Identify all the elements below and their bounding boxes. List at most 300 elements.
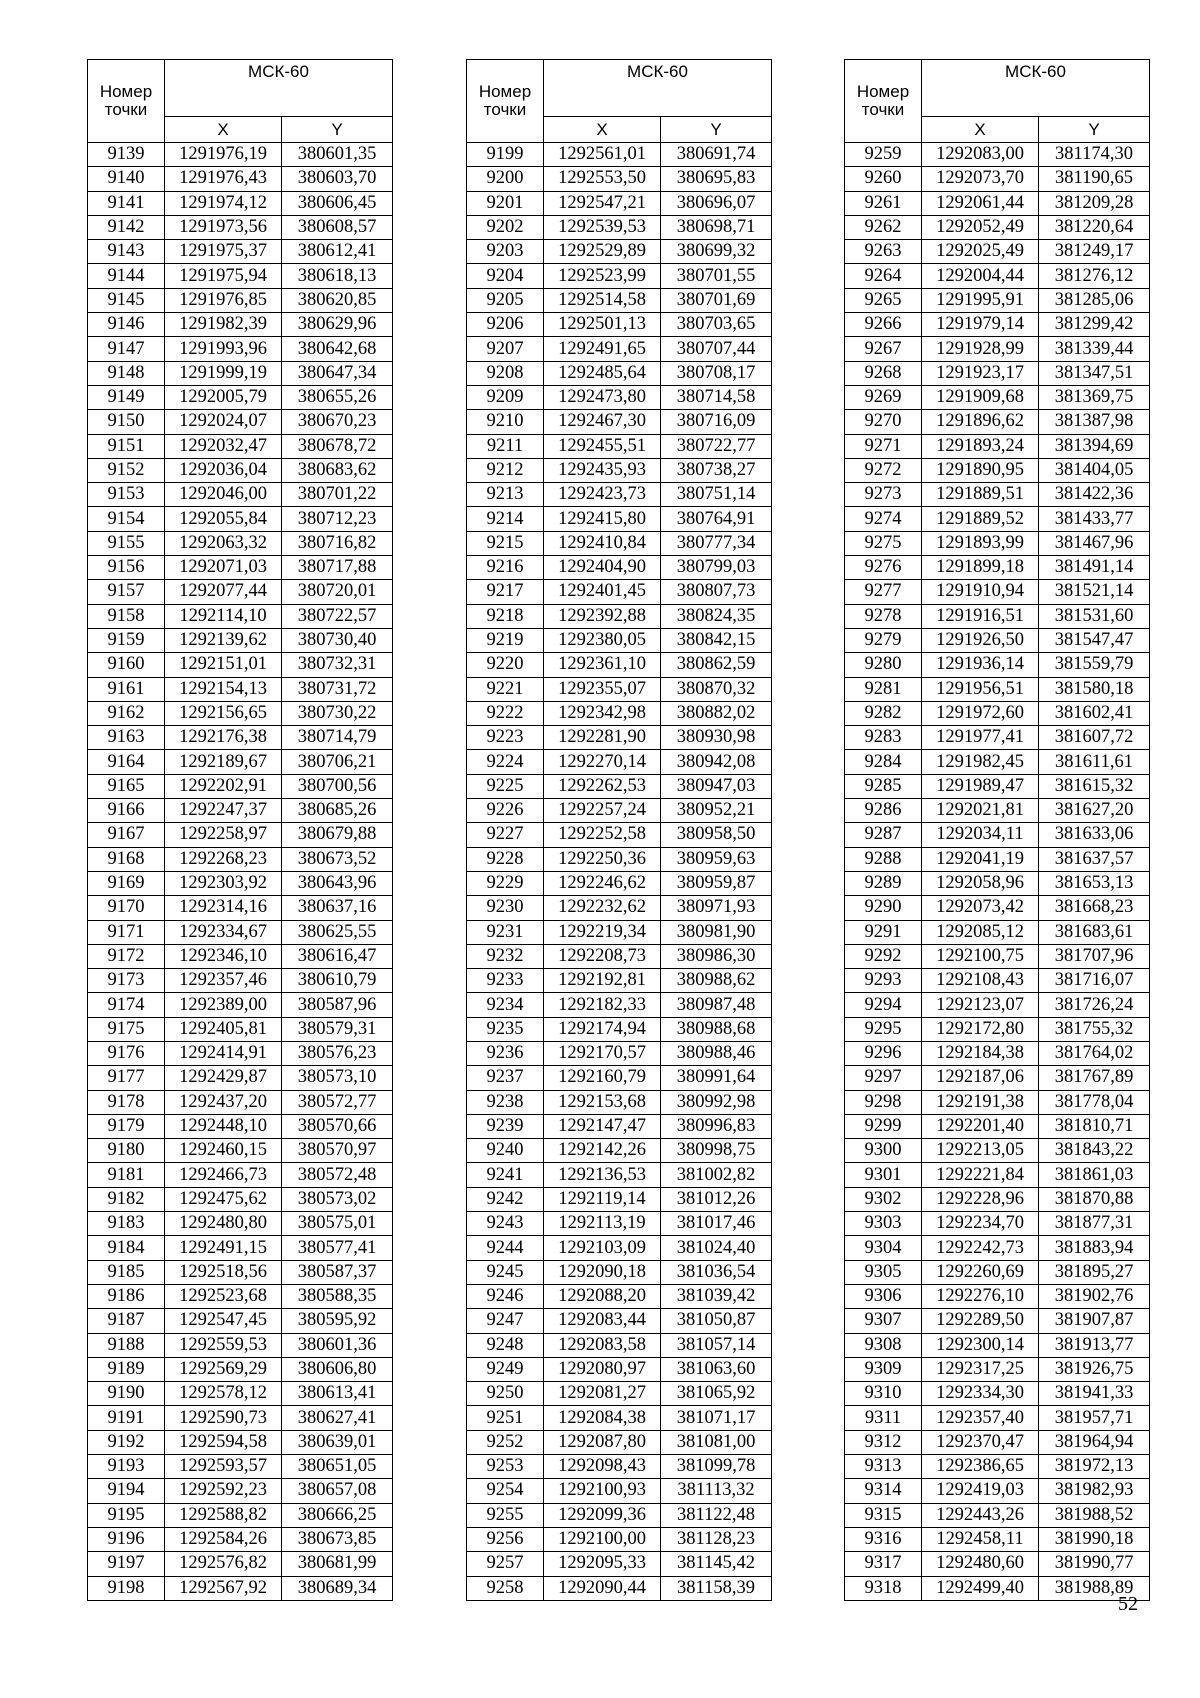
point-number-cell: 9162: [88, 701, 165, 725]
y-coordinate-cell: 381990,77: [1039, 1552, 1150, 1576]
point-number-cell: 9158: [88, 604, 165, 628]
table-row: [88, 361, 393, 385]
point-number-cell: 9166: [88, 799, 165, 823]
point-number-cell: 9182: [88, 1187, 165, 1211]
x-coordinate-cell: 1291982,45: [922, 750, 1039, 774]
y-coordinate-cell: 380666,25: [282, 1503, 393, 1527]
table-row: [88, 1357, 393, 1381]
point-number-cell: 9215: [467, 531, 544, 555]
table-row: [88, 313, 393, 337]
x-coordinate-cell: 1292594,58: [165, 1430, 282, 1454]
x-coordinate-cell: 1292073,42: [922, 896, 1039, 920]
y-coordinate-cell: 380572,48: [282, 1163, 393, 1187]
y-coordinate-cell: 381683,61: [1039, 920, 1150, 944]
x-coordinate-cell: 1292156,65: [165, 701, 282, 725]
x-coordinate-cell: 1292103,09: [544, 1236, 661, 1260]
point-number-cell: 9172: [88, 944, 165, 968]
table-row: [467, 896, 772, 920]
y-coordinate-cell: 380613,41: [282, 1382, 393, 1406]
point-number-cell: 9315: [845, 1503, 922, 1527]
y-coordinate-cell: 381369,75: [1039, 385, 1150, 409]
x-coordinate-cell: 1292100,93: [544, 1479, 661, 1503]
y-coordinate-cell: 380608,57: [282, 215, 393, 239]
point-number-cell: 9259: [845, 143, 922, 167]
table-row: [845, 969, 1150, 993]
table-row: [845, 361, 1150, 385]
point-number-cell: 9147: [88, 337, 165, 361]
table-row: [845, 288, 1150, 312]
y-coordinate-cell: 380714,58: [661, 385, 772, 409]
point-number-cell: 9257: [467, 1552, 544, 1576]
point-number-cell: 9140: [88, 167, 165, 191]
table-row: [88, 264, 393, 288]
table-row: [88, 1236, 393, 1260]
table-row: [467, 1212, 772, 1236]
x-column-header: X: [922, 117, 1039, 143]
point-number-cell: 9192: [88, 1430, 165, 1454]
point-number-cell: 9161: [88, 677, 165, 701]
y-coordinate-cell: 380991,64: [661, 1066, 772, 1090]
point-number-cell: 9154: [88, 507, 165, 531]
y-coordinate-cell: 381081,00: [661, 1430, 772, 1454]
point-number-cell: 9201: [467, 191, 544, 215]
table-row: [88, 1041, 393, 1065]
x-coordinate-cell: 1292080,97: [544, 1357, 661, 1381]
point-number-cell: 9271: [845, 434, 922, 458]
x-coordinate-cell: 1292559,53: [165, 1333, 282, 1357]
x-coordinate-cell: 1292392,88: [544, 604, 661, 628]
point-number-cell: 9287: [845, 823, 922, 847]
y-coordinate-cell: 380575,01: [282, 1212, 393, 1236]
y-coordinate-cell: 380679,88: [282, 823, 393, 847]
table-row: [845, 1090, 1150, 1114]
point-number-cell: 9275: [845, 531, 922, 555]
y-coordinate-cell: 380601,36: [282, 1333, 393, 1357]
point-number-cell: 9206: [467, 313, 544, 337]
point-number-cell: 9261: [845, 191, 922, 215]
table-row: [467, 1357, 772, 1381]
x-coordinate-cell: 1292523,99: [544, 264, 661, 288]
table-row: [88, 1017, 393, 1041]
y-coordinate-cell: 380942,08: [661, 750, 772, 774]
y-coordinate-cell: 381394,69: [1039, 434, 1150, 458]
y-coordinate-cell: 380751,14: [661, 483, 772, 507]
point-number-cell: 9248: [467, 1333, 544, 1357]
y-coordinate-cell: 381017,46: [661, 1212, 772, 1236]
x-coordinate-cell: 1292334,67: [165, 920, 282, 944]
table-row: [88, 556, 393, 580]
y-coordinate-cell: 380996,83: [661, 1114, 772, 1138]
point-number-cell: 9293: [845, 969, 922, 993]
point-number-cell: 9210: [467, 410, 544, 434]
point-number-cell: 9183: [88, 1212, 165, 1236]
point-number-cell: 9274: [845, 507, 922, 531]
y-coordinate-cell: 381778,04: [1039, 1090, 1150, 1114]
table-row: [467, 1090, 772, 1114]
y-coordinate-cell: 381467,96: [1039, 531, 1150, 555]
y-coordinate-cell: 380678,72: [282, 434, 393, 458]
table-row: [467, 313, 772, 337]
y-coordinate-cell: 381990,18: [1039, 1527, 1150, 1551]
table-row: [88, 628, 393, 652]
x-coordinate-cell: 1292025,49: [922, 240, 1039, 264]
y-coordinate-cell: 380712,23: [282, 507, 393, 531]
y-coordinate-cell: 381941,33: [1039, 1382, 1150, 1406]
y-column-header: Y: [1039, 117, 1150, 143]
table-row: [845, 385, 1150, 409]
table-row: [467, 1527, 772, 1551]
x-coordinate-cell: 1292257,24: [544, 799, 661, 823]
point-number-cell: 9247: [467, 1309, 544, 1333]
y-coordinate-cell: 380720,01: [282, 580, 393, 604]
point-number-cell: 9262: [845, 215, 922, 239]
point-number-cell: 9317: [845, 1552, 922, 1576]
y-coordinate-cell: 381299,42: [1039, 313, 1150, 337]
x-coordinate-cell: 1292024,07: [165, 410, 282, 434]
table-row: [845, 264, 1150, 288]
table-row: [467, 580, 772, 604]
y-coordinate-cell: 380610,79: [282, 969, 393, 993]
y-coordinate-cell: 381755,32: [1039, 1017, 1150, 1041]
x-coordinate-cell: 1292088,20: [544, 1284, 661, 1308]
x-coordinate-cell: 1291989,47: [922, 774, 1039, 798]
table-row: [467, 1382, 772, 1406]
y-coordinate-cell: 381249,17: [1039, 240, 1150, 264]
y-coordinate-cell: 380988,62: [661, 969, 772, 993]
table-row: [88, 1139, 393, 1163]
point-number-cell: 9224: [467, 750, 544, 774]
point-number-cell: 9174: [88, 993, 165, 1017]
table-row: [88, 507, 393, 531]
table-row: [88, 1187, 393, 1211]
table-row: [88, 944, 393, 968]
point-number-cell: 9303: [845, 1212, 922, 1236]
y-coordinate-cell: 381726,24: [1039, 993, 1150, 1017]
y-coordinate-cell: 381653,13: [1039, 871, 1150, 895]
point-number-cell: 9273: [845, 483, 922, 507]
x-coordinate-cell: 1292361,10: [544, 653, 661, 677]
point-number-cell: 9298: [845, 1090, 922, 1114]
x-coordinate-cell: 1291973,56: [165, 215, 282, 239]
point-number-cell: 9299: [845, 1114, 922, 1138]
x-coordinate-cell: 1291928,99: [922, 337, 1039, 361]
table-row: [845, 1017, 1150, 1041]
table-row: [467, 215, 772, 239]
x-coordinate-cell: 1291923,17: [922, 361, 1039, 385]
y-coordinate-cell: 380824,35: [661, 604, 772, 628]
coordinate-system-header: МСК-60: [544, 60, 772, 117]
table-row: [845, 1552, 1150, 1576]
x-coordinate-cell: 1292041,19: [922, 847, 1039, 871]
point-number-cell: 9218: [467, 604, 544, 628]
point-number-cell: 9170: [88, 896, 165, 920]
table-row: [845, 1163, 1150, 1187]
point-number-cell: 9278: [845, 604, 922, 628]
point-number-cell: 9301: [845, 1163, 922, 1187]
table-row: [467, 726, 772, 750]
y-coordinate-cell: 381347,51: [1039, 361, 1150, 385]
y-coordinate-cell: 380576,23: [282, 1041, 393, 1065]
y-coordinate-cell: 381024,40: [661, 1236, 772, 1260]
y-coordinate-cell: 381387,98: [1039, 410, 1150, 434]
y-coordinate-cell: 381907,87: [1039, 1309, 1150, 1333]
point-number-cell: 9256: [467, 1527, 544, 1551]
point-number-cell: 9149: [88, 385, 165, 409]
x-coordinate-cell: 1291993,96: [165, 337, 282, 361]
x-coordinate-cell: 1291910,94: [922, 580, 1039, 604]
table-row: [88, 191, 393, 215]
y-coordinate-cell: 381902,76: [1039, 1284, 1150, 1308]
table-row: [845, 1576, 1150, 1600]
x-coordinate-cell: 1292032,47: [165, 434, 282, 458]
y-coordinate-cell: 380588,35: [282, 1284, 393, 1308]
y-coordinate-cell: 380579,31: [282, 1017, 393, 1041]
table-row: [467, 1455, 772, 1479]
table-row: [467, 653, 772, 677]
point-number-cell: 9245: [467, 1260, 544, 1284]
y-coordinate-cell: 381174,30: [1039, 143, 1150, 167]
table-row: [88, 871, 393, 895]
table-row: [88, 1066, 393, 1090]
y-coordinate-cell: 381065,92: [661, 1382, 772, 1406]
point-number-cell: 9253: [467, 1455, 544, 1479]
table-row: [88, 701, 393, 725]
x-coordinate-cell: 1292410,84: [544, 531, 661, 555]
x-coordinate-cell: 1292270,14: [544, 750, 661, 774]
y-coordinate-cell: 380959,87: [661, 871, 772, 895]
x-coordinate-cell: 1292061,44: [922, 191, 1039, 215]
point-number-cell: 9269: [845, 385, 922, 409]
point-number-cell: 9250: [467, 1382, 544, 1406]
x-coordinate-cell: 1292458,11: [922, 1527, 1039, 1551]
table-row: [845, 944, 1150, 968]
x-coordinate-cell: 1292491,65: [544, 337, 661, 361]
x-coordinate-cell: 1292182,33: [544, 993, 661, 1017]
point-number-header: Номер точки: [467, 60, 544, 143]
y-coordinate-cell: 380673,85: [282, 1527, 393, 1551]
x-coordinate-cell: 1292234,70: [922, 1212, 1039, 1236]
point-number-cell: 9209: [467, 385, 544, 409]
x-coordinate-cell: 1292443,26: [922, 1503, 1039, 1527]
x-coordinate-cell: 1292081,27: [544, 1382, 661, 1406]
point-number-cell: 9290: [845, 896, 922, 920]
table-row: [467, 288, 772, 312]
y-coordinate-cell: 381895,27: [1039, 1260, 1150, 1284]
x-coordinate-cell: 1292578,12: [165, 1382, 282, 1406]
x-coordinate-cell: 1291889,51: [922, 483, 1039, 507]
table-row: [467, 1017, 772, 1041]
table-row: [845, 1333, 1150, 1357]
point-number-cell: 9181: [88, 1163, 165, 1187]
table-row: [88, 1406, 393, 1430]
point-number-cell: 9223: [467, 726, 544, 750]
y-coordinate-cell: 380717,88: [282, 556, 393, 580]
x-coordinate-cell: 1291972,60: [922, 701, 1039, 725]
x-coordinate-cell: 1292192,81: [544, 969, 661, 993]
table-row: [467, 434, 772, 458]
x-coordinate-cell: 1292090,44: [544, 1576, 661, 1600]
point-number-cell: 9188: [88, 1333, 165, 1357]
x-coordinate-cell: 1291975,37: [165, 240, 282, 264]
page-number: 52: [1118, 1593, 1138, 1615]
point-number-cell: 9272: [845, 458, 922, 482]
y-coordinate-cell: 380716,82: [282, 531, 393, 555]
x-coordinate-cell: 1292466,73: [165, 1163, 282, 1187]
y-coordinate-cell: 380716,09: [661, 410, 772, 434]
point-number-cell: 9266: [845, 313, 922, 337]
y-coordinate-cell: 381122,48: [661, 1503, 772, 1527]
point-number-cell: 9191: [88, 1406, 165, 1430]
y-coordinate-cell: 380764,91: [661, 507, 772, 531]
point-number-cell: 9189: [88, 1357, 165, 1381]
point-number-cell: 9285: [845, 774, 922, 798]
point-number-cell: 9233: [467, 969, 544, 993]
table-row: [88, 1576, 393, 1600]
y-coordinate-cell: 380651,05: [282, 1455, 393, 1479]
point-number-cell: 9276: [845, 556, 922, 580]
y-coordinate-cell: 380670,23: [282, 410, 393, 434]
x-coordinate-cell: 1292499,40: [922, 1576, 1039, 1600]
point-number-cell: 9150: [88, 410, 165, 434]
table-row: [88, 1552, 393, 1576]
x-coordinate-cell: 1292139,62: [165, 628, 282, 652]
point-number-cell: 9217: [467, 580, 544, 604]
y-coordinate-cell: 380699,32: [661, 240, 772, 264]
table-row: [467, 1479, 772, 1503]
y-coordinate-cell: 381580,18: [1039, 677, 1150, 701]
point-number-cell: 9211: [467, 434, 544, 458]
table-row: [88, 823, 393, 847]
point-number-cell: 9159: [88, 628, 165, 652]
y-coordinate-cell: 380722,57: [282, 604, 393, 628]
x-coordinate-cell: 1291926,50: [922, 628, 1039, 652]
table-row: [845, 167, 1150, 191]
y-coordinate-cell: 381099,78: [661, 1455, 772, 1479]
y-coordinate-cell: 381764,02: [1039, 1041, 1150, 1065]
x-coordinate-cell: 1291936,14: [922, 653, 1039, 677]
y-coordinate-cell: 381491,14: [1039, 556, 1150, 580]
y-coordinate-cell: 380683,62: [282, 458, 393, 482]
x-coordinate-cell: 1292219,34: [544, 920, 661, 944]
point-number-cell: 9312: [845, 1430, 922, 1454]
y-coordinate-cell: 381926,75: [1039, 1357, 1150, 1381]
y-coordinate-cell: 380732,31: [282, 653, 393, 677]
y-coordinate-cell: 381036,54: [661, 1260, 772, 1284]
point-number-cell: 9141: [88, 191, 165, 215]
y-coordinate-cell: 380700,56: [282, 774, 393, 798]
y-coordinate-cell: 380625,55: [282, 920, 393, 944]
point-number-cell: 9173: [88, 969, 165, 993]
point-number-cell: 9295: [845, 1017, 922, 1041]
y-coordinate-cell: 380570,97: [282, 1139, 393, 1163]
point-number-cell: 9302: [845, 1187, 922, 1211]
x-coordinate-cell: 1292063,32: [165, 531, 282, 555]
table-row: [88, 337, 393, 361]
table-row: [467, 993, 772, 1017]
x-coordinate-cell: 1292423,73: [544, 483, 661, 507]
point-number-cell: 9311: [845, 1406, 922, 1430]
point-number-cell: 9284: [845, 750, 922, 774]
y-coordinate-cell: 380870,32: [661, 677, 772, 701]
coordinate-system-header: МСК-60: [922, 60, 1150, 117]
table-row: [467, 701, 772, 725]
x-coordinate-cell: 1292480,80: [165, 1212, 282, 1236]
y-coordinate-cell: 380618,13: [282, 264, 393, 288]
x-coordinate-cell: 1292260,69: [922, 1260, 1039, 1284]
x-coordinate-cell: 1292314,16: [165, 896, 282, 920]
point-number-cell: 9193: [88, 1455, 165, 1479]
y-coordinate-cell: 381957,71: [1039, 1406, 1150, 1430]
y-coordinate-cell: 380616,47: [282, 944, 393, 968]
point-number-cell: 9306: [845, 1284, 922, 1308]
point-number-cell: 9139: [88, 143, 165, 167]
coordinate-table-2: [466, 59, 772, 1601]
x-coordinate-cell: 1292119,14: [544, 1187, 661, 1211]
y-coordinate-cell: 381050,87: [661, 1309, 772, 1333]
table-row: [88, 750, 393, 774]
y-coordinate-cell: 381190,65: [1039, 167, 1150, 191]
point-number-cell: 9146: [88, 313, 165, 337]
point-number-cell: 9309: [845, 1357, 922, 1381]
point-number-cell: 9148: [88, 361, 165, 385]
point-number-cell: 9282: [845, 701, 922, 725]
x-coordinate-cell: 1292437,20: [165, 1090, 282, 1114]
table-row: [467, 1041, 772, 1065]
y-coordinate-cell: 380730,22: [282, 701, 393, 725]
table-row: [845, 1284, 1150, 1308]
point-number-cell: 9222: [467, 701, 544, 725]
point-number-cell: 9220: [467, 653, 544, 677]
point-number-cell: 9229: [467, 871, 544, 895]
table-row: [467, 1333, 772, 1357]
y-coordinate-cell: 380643,96: [282, 871, 393, 895]
x-coordinate-cell: 1292485,64: [544, 361, 661, 385]
y-coordinate-cell: 381158,39: [661, 1576, 772, 1600]
x-coordinate-cell: 1292357,40: [922, 1406, 1039, 1430]
point-number-cell: 9313: [845, 1455, 922, 1479]
y-coordinate-cell: 380606,45: [282, 191, 393, 215]
table-row: [845, 507, 1150, 531]
x-coordinate-cell: 1292334,30: [922, 1382, 1039, 1406]
table-row: [467, 1114, 772, 1138]
y-coordinate-cell: 380959,63: [661, 847, 772, 871]
x-coordinate-cell: 1292346,10: [165, 944, 282, 968]
table-row: [845, 628, 1150, 652]
table-row: [845, 1139, 1150, 1163]
y-coordinate-cell: 381913,77: [1039, 1333, 1150, 1357]
point-number-cell: 9200: [467, 167, 544, 191]
point-number-cell: 9227: [467, 823, 544, 847]
y-coordinate-cell: 380657,08: [282, 1479, 393, 1503]
table-row: [467, 823, 772, 847]
table-row: [88, 167, 393, 191]
x-coordinate-cell: 1292099,36: [544, 1503, 661, 1527]
table-row: [845, 143, 1150, 167]
x-coordinate-cell: 1291982,39: [165, 313, 282, 337]
table-row: [88, 1309, 393, 1333]
point-number-cell: 9160: [88, 653, 165, 677]
table-row: [88, 799, 393, 823]
table-row: [467, 628, 772, 652]
y-coordinate-cell: 380988,46: [661, 1041, 772, 1065]
point-number-cell: 9190: [88, 1382, 165, 1406]
table-body: [467, 143, 772, 1601]
table-row: [88, 385, 393, 409]
table-row: [467, 944, 772, 968]
y-coordinate-cell: 381861,03: [1039, 1163, 1150, 1187]
y-coordinate-cell: 380587,96: [282, 993, 393, 1017]
table-row: [467, 604, 772, 628]
